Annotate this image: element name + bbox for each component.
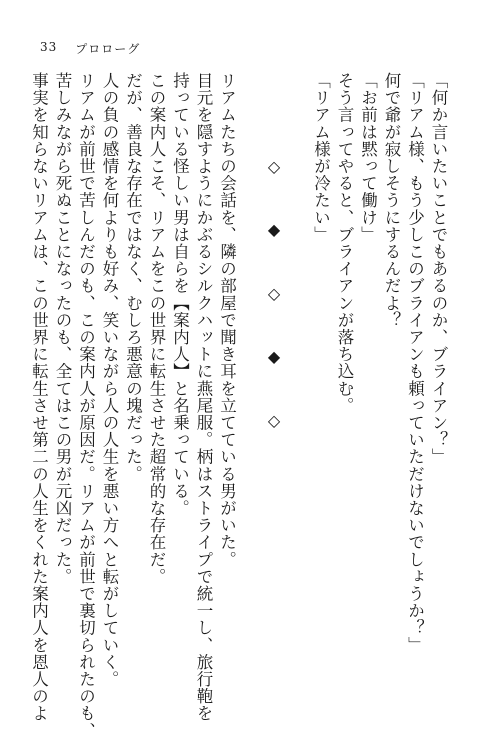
diamond-outline-icon: ◇ [264,157,284,177]
chapter-title: プロローグ [75,42,141,56]
blank-line [286,72,310,677]
text-line: 苦しみながら死ぬことになったのも、全てはこの男が元凶だった。 [53,72,72,585]
text-line: 持っている怪しい男は自らを【案内人】と名乗っている。 [170,72,190,517]
text-line: 「リアム様が冷たい」 [311,72,331,243]
diamond-filled-icon: ◆ [264,347,284,368]
text-line: だが、善良な存在ではなく、むしろ悪意の塊だった。 [123,72,143,483]
text-line: 「リアム様、もう少しこのブライアンも頼っていただけないでしょうか？」 [405,72,425,654]
diamond-outline-icon: ◇ [264,410,284,431]
vertical-text-body [27,72,450,739]
scene-break [262,72,286,677]
text-line: 「お前は黙って働け」 [358,72,378,243]
page-number: 33 [40,40,58,54]
text-line: リアムが前世で苦しんだのも、この案内人が原因だ。リアムが前世で裏切られたのも、 [76,72,96,739]
text-line: 目元を隠すようにかぶるシルクハットに燕尾服。柄はストライプで統一し、旅行鞄を [194,72,213,722]
page-header [40,40,140,57]
text-line: 「何か言いたいことでもあるのか、ブライアン？」 [429,72,448,466]
text-line: 何で爺が寂しそうにするんだよ？ [382,72,401,329]
text-line: この案内人こそ、リアムをこの世界に転生させた超常的な存在だ。 [147,72,166,585]
text-line: 事実を知らないリアムは、この世界に転生させ第二の人生をくれた案内人を恩人のよ [29,72,49,722]
diamond-filled-icon: ◆ [264,220,284,241]
text-line: リアムたちの会話を、隣の部屋で聞き耳を立てている男がいた。 [217,72,237,568]
diamond-outline-icon: ◇ [264,283,284,304]
text-line: そう言ってやると、ブライアンが落ち込む。 [335,72,354,414]
text-line: 人の負の感情を何よりも好み、笑いながら人の人生を悪い方へと転がしていく。 [100,72,119,688]
blank-line [239,72,263,677]
